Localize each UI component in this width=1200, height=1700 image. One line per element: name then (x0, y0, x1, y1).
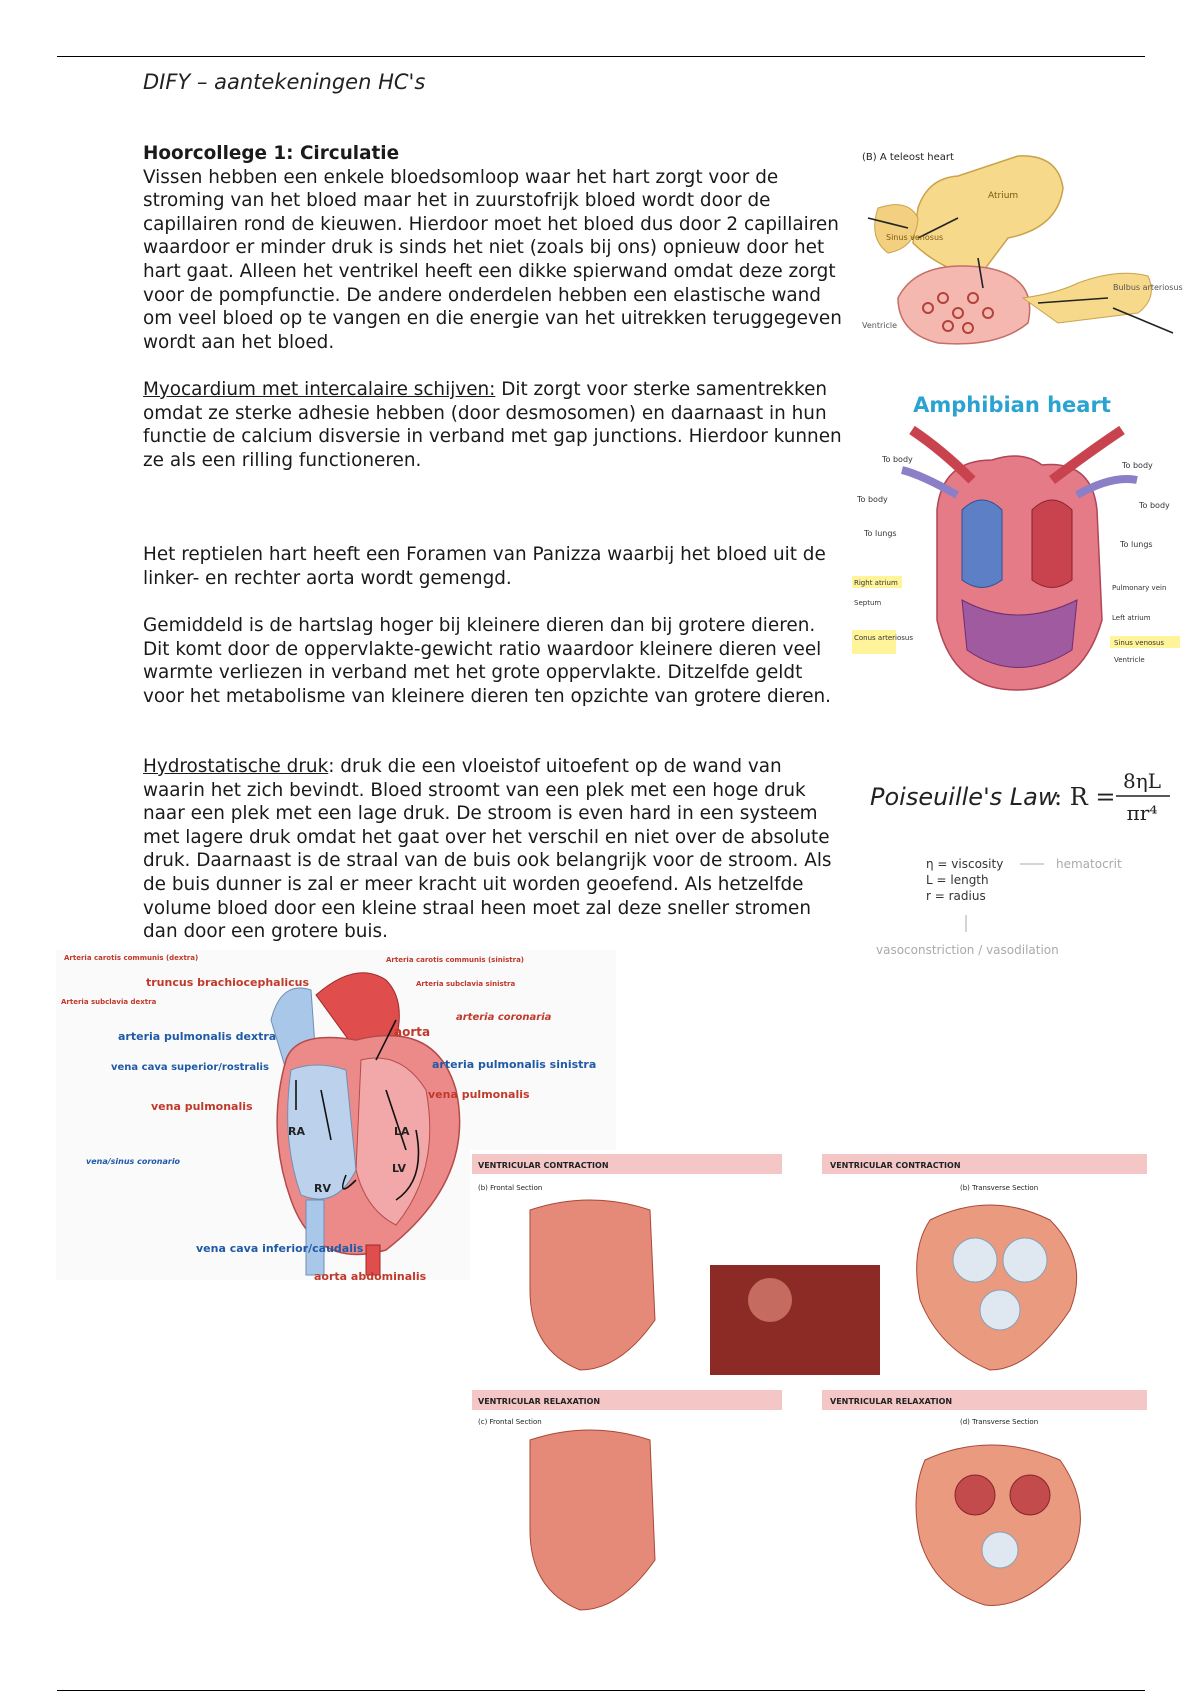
label-frontal-b: (b) Frontal Section (478, 1184, 543, 1192)
sinus-shape (875, 205, 918, 253)
label-vaso: vasoconstriction / vasodilation (876, 943, 1059, 957)
valve-open-1 (955, 1475, 995, 1515)
label-vena-pulm-left: vena pulmonalis (151, 1100, 253, 1113)
photo-heart-valves (710, 1265, 880, 1375)
label-length: L = length (926, 873, 989, 887)
label-septum: Septum (854, 599, 882, 607)
right-atrium-shape (962, 500, 1002, 588)
term-hydrostatic: Hydrostatische druk (143, 756, 329, 777)
valve-open-2 (1010, 1475, 1050, 1515)
label-to-body-1: To body (882, 455, 913, 464)
valve-closed-1 (982, 1532, 1018, 1568)
label-subclavia-dextra: Arteria subclavia dextra (61, 998, 157, 1006)
label-vc-right: VENTRICULAR CONTRACTION (830, 1161, 961, 1170)
label-aorta-abd: aorta abdominalis (314, 1270, 427, 1280)
document-header: DIFY – aantekeningen HC's (143, 70, 426, 94)
label-transverse-d: (d) Transverse Section (960, 1418, 1039, 1426)
amphibian-heart-figure (852, 390, 1182, 695)
paragraph-reptile (143, 543, 843, 590)
label-radius: r = radius (926, 889, 986, 903)
label-cava-inf: vena cava inferior/caudalis (196, 1242, 364, 1255)
poiseuille-figure (866, 760, 1186, 965)
label-to-lungs-2: To lungs (1120, 540, 1153, 549)
paragraph-fish-circulation: Vissen hebben een enkele bloedsomloop waar het hart zorgt voor de stroming van het bloed maar het in zuurstofrijk bloed wordt door de capillairen rond de kieuwen. Hierdoor moet het bloed dus door 2 capillairen waardoor er minder druk is sinds het niet (zoals bij ons) opnieuw door het hart gaat. Alleen het ventrikel heeft een dikke spierwand omdat deze zorgt voor de pompfunctie. De andere onderdelen hebben een elastische wand om veel bloed op te vangen en die energie van het uitrekken teruggegeven wordt aan het bloed. (143, 166, 842, 353)
label-cava-sup: vena cava superior/rostralis (111, 1062, 269, 1073)
label-left-atrium: Left atrium (1112, 614, 1151, 622)
label-vr-left: VENTRICULAR RELAXATION (478, 1397, 601, 1406)
label-sinus-venosus: Sinus venosus (1114, 639, 1165, 647)
poiseuille-r-eq: : R = (1054, 783, 1116, 811)
poiseuille-title: Poiseuille's Law (870, 783, 1058, 811)
label-atrium: Atrium (988, 191, 1019, 201)
label-rv: RV (314, 1182, 331, 1195)
label-conus: Conus arteriosus (854, 634, 913, 642)
label-carotis-dextra: Arteria carotis communis (dextra) (64, 954, 199, 962)
label-carotis-sinistra: Arteria carotis communis (sinistra) (386, 956, 525, 964)
label-ventricle-amph: Ventricle (1114, 656, 1145, 664)
myocardium-text: Dit zorgt voor sterke samentrekken omdat ze sterke adhesie hebben (door desmosomen) en daarnaast in hun functie de calcium disversie in verband met gap junctions. Hierdoor kunnen ze als een rilling functioneren. (143, 379, 842, 471)
valves-figure (470, 1150, 1150, 1660)
label-coronaria: arteria coronaria (456, 1012, 552, 1023)
label-vena-pulm-right: vena pulmonalis (428, 1088, 530, 1101)
valve-ring-3 (980, 1290, 1020, 1330)
label-to-lungs-1: To lungs (864, 529, 897, 538)
left-atrium-shape (1032, 500, 1072, 588)
paragraph-hydrostatic (143, 755, 843, 944)
amphibian-title: Amphibian heart (913, 393, 1111, 417)
label-pulm-dextra: arteria pulmonalis dextra (118, 1030, 277, 1043)
photo-valve-highlight (748, 1278, 792, 1322)
label-transverse-b: (b) Transverse Section (960, 1184, 1039, 1192)
poiseuille-denominator: πr⁴ (1126, 801, 1158, 825)
label-lv: LV (392, 1162, 407, 1175)
label-sinus-coronario: vena/sinus coronario (86, 1157, 181, 1166)
label-ventricle: Ventricle (862, 321, 898, 330)
label-eta: η = viscosity (926, 857, 1004, 871)
teleost-heart-figure (858, 148, 1183, 370)
reptile-text: Het reptielen hart heeft een Foramen van Panizza waarbij het bloed uit de linker- en rechter aorta wordt gemengd. (143, 544, 826, 589)
poiseuille-numerator: 8ηL (1123, 769, 1161, 793)
label-subclavia-sinistra: Arteria subclavia sinistra (416, 980, 516, 988)
term-myocardium: Myocardium met intercalaire schijven: (143, 379, 496, 400)
paragraph-myocardium (143, 378, 843, 472)
vena-cava-inferior-shape (306, 1200, 324, 1275)
label-to-body-2: To body (857, 495, 888, 504)
label-to-body-4: To body (1139, 501, 1170, 510)
label-la: LA (394, 1125, 410, 1138)
label-bulbus: Bulbus arteriosus (1113, 283, 1183, 292)
label-sinus: Sinus venosus (886, 233, 944, 242)
frontal-section-relaxation (530, 1430, 655, 1610)
label-ra: RA (288, 1125, 305, 1138)
label-pulmonary-vein: Pulmonary vein (1112, 584, 1167, 592)
label-right-atrium: Right atrium (854, 579, 898, 587)
top-rule (57, 56, 1145, 57)
label-vr-right: VENTRICULAR RELAXATION (830, 1397, 953, 1406)
label-aorta: aorta (394, 1025, 431, 1039)
heartrate-text: Gemiddeld is de hartslag hoger bij kleinere dieren dan bij grotere dieren. Dit komt door de oppervlakte-gewicht ratio waardoor kleinere dieren veel warmte verliezen in verband met het grote oppervlakte. Ditzelfde geldt voor het metabolisme van kleinere dieren ten opzichte van grotere dieren. (143, 615, 832, 707)
lecture-heading: Hoorcollege 1: Circulatie (143, 143, 400, 164)
teleost-title: (B) A teleost heart (862, 152, 954, 163)
atrium-shape (913, 156, 1063, 278)
label-hematocrit: hematocrit (1056, 857, 1122, 871)
label-pulm-sinistra: arteria pulmonalis sinistra (432, 1058, 597, 1071)
valve-ring-2 (1003, 1238, 1047, 1282)
main-text (143, 142, 843, 354)
hydrostatic-text: : druk die een vloeistof uitoefent op de wand van waarin het zich bevindt. Bloed stroomt van een plek met een hoge druk naar een plek met een lage druk. De stroom is even hard in een systeem met lagere druk omdat het gaat over het verschil en niet over de absolute druk. Daarnaast is de straal van de buis ook belangrijk voor de stroom. Als de buis dunner is zal er meer kracht uit worden geoefend. Als hetzelfde volume bloed door een kleine straal heen moet zal deze sneller stromen dan door een grotere buis. (143, 756, 832, 943)
paragraph-heartrate (143, 614, 843, 708)
label-frontal-c: (c) Frontal Section (478, 1418, 542, 1426)
bottom-rule (57, 1690, 1145, 1691)
label-to-body-3: To body (1122, 461, 1153, 470)
label-vc-left: VENTRICULAR CONTRACTION (478, 1161, 609, 1170)
valve-ring-1 (953, 1238, 997, 1282)
label-truncus: truncus brachiocephalicus (146, 976, 310, 989)
